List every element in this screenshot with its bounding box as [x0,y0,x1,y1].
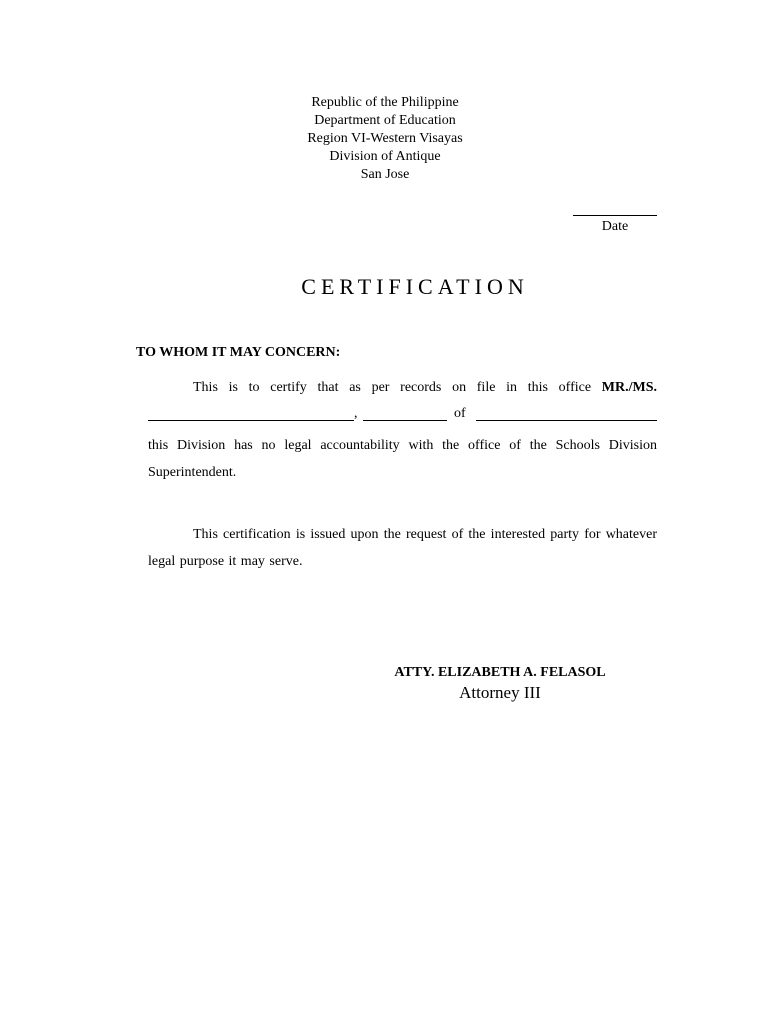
letterhead-department: Department of Education [314,113,456,128]
honorific: MR./MS. [601,380,657,395]
letterhead-region: Region VI-Western Visayas [307,131,463,146]
letterhead-republic: Republic of the Philippine [311,95,459,110]
of-word: of [454,406,466,421]
position-blank-line [363,419,447,421]
signatory-title: Attorney III [459,683,541,702]
date-blank-line [573,206,657,216]
certification-intro [148,379,657,397]
letterhead-city: San Jose [360,167,410,182]
name-blank-line [148,419,354,421]
date-block [572,206,658,235]
date-label: Date [601,219,629,234]
letterhead [0,94,770,184]
certification-intro-text: This is to certify that as per records on file in this office [193,380,602,395]
letterhead-division: Division of Antique [329,149,441,164]
signatory-block [366,664,634,703]
signatory-name: ATTY. ELIZABETH A. FELASOL [394,665,606,680]
purpose-paragraph: This certification is issued upon the request of the interested party for whatever legal purpose it may serve. [148,527,657,569]
certification-body: this Division has no legal accountability with the office of the Schools Division Superintendent. [148,438,657,480]
school-blank-line [476,419,657,421]
comma-separator: , [354,406,358,421]
salutation: TO WHOM IT MAY CONCERN: [136,345,341,360]
document-title: CERTIFICATION [301,274,529,299]
